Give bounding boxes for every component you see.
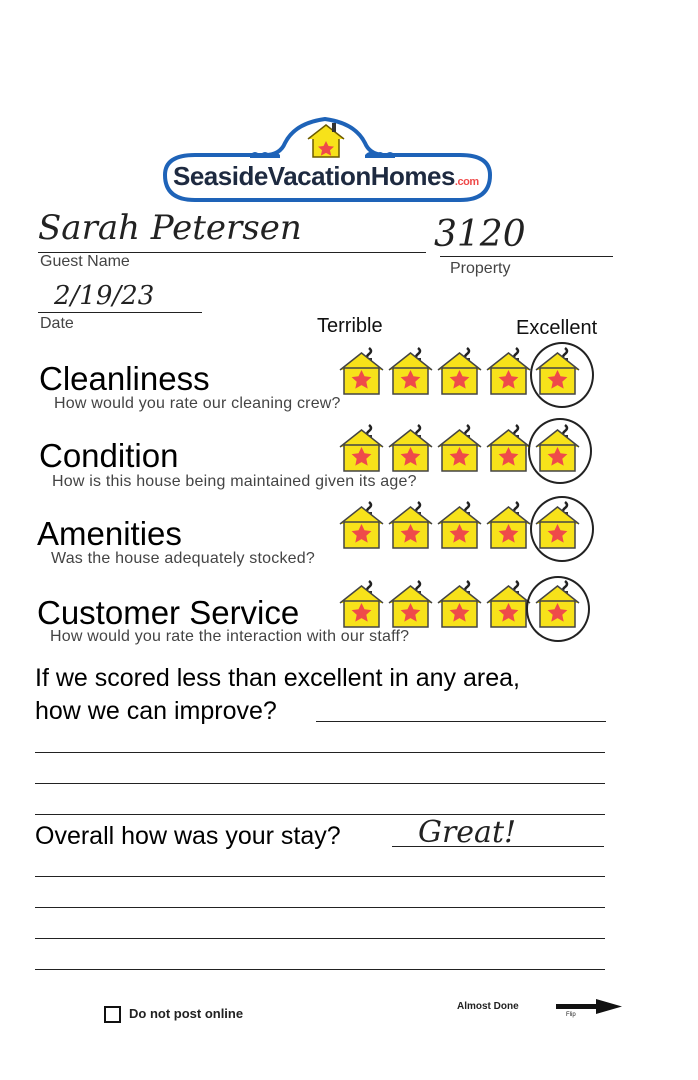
house-star-icon[interactable]	[485, 577, 532, 629]
scale-high-label: Excellent	[516, 317, 598, 339]
logo	[155, 105, 500, 205]
house-star-icon[interactable]	[436, 344, 483, 396]
overall-answer-line-2[interactable]	[35, 876, 605, 877]
overall-answer-line-1[interactable]	[392, 846, 604, 847]
improve-answer-line-3[interactable]	[35, 783, 605, 784]
category-title-amenities: Amenities	[37, 515, 182, 552]
overall-answer: Great!	[418, 815, 517, 850]
house-star-icon[interactable]	[436, 498, 483, 550]
house-star-icon[interactable]	[387, 498, 434, 550]
house-star-icon[interactable]	[387, 421, 434, 473]
improve-answer-line-1[interactable]	[316, 721, 606, 722]
category-title-cleanliness: Cleanliness	[39, 360, 210, 397]
house-star-icon[interactable]	[387, 577, 434, 629]
house-star-icon[interactable]	[436, 421, 483, 473]
improve-answer-line-2[interactable]	[35, 752, 605, 753]
category-question-condition: How is this house being maintained given its age?	[52, 473, 417, 490]
house-star-icon[interactable]	[485, 421, 532, 473]
overall-answer-line-3[interactable]	[35, 907, 605, 908]
house-star-icon[interactable]	[485, 498, 532, 550]
do-not-post-checkbox[interactable]	[104, 1006, 121, 1023]
logo-suffix: .com	[454, 176, 479, 188]
improve-answer-line-4[interactable]	[35, 814, 605, 815]
rating-circle-customer-service	[526, 576, 590, 642]
category-title-customer-service: Customer Service	[37, 594, 300, 631]
flip-label: Flip	[566, 1012, 576, 1018]
house-star-icon[interactable]	[387, 344, 434, 396]
logo-text: SeasideVacationHomes	[173, 161, 455, 191]
scale-low-label: Terrible	[317, 315, 383, 337]
house-star-icon[interactable]	[338, 344, 385, 396]
category-question-cleanliness: How would you rate our cleaning crew?	[54, 395, 341, 412]
rating-circle-amenities	[530, 496, 594, 562]
improve-question-line1: If we scored less than excellent in any area,	[35, 664, 520, 692]
improve-question-line2: how we can improve?	[35, 697, 277, 725]
category-question-customer-service: How would you rate the interaction with our staff?	[50, 628, 410, 645]
category-question-amenities: Was the house adequately stocked?	[51, 550, 315, 567]
property-label: Property	[450, 260, 511, 277]
overall-question: Overall how was your stay?	[35, 822, 341, 850]
property-underline	[440, 256, 613, 257]
do-not-post-label: Do not post online	[129, 1006, 244, 1021]
date-value: 2/19/23	[54, 281, 155, 311]
house-star-icon[interactable]	[338, 577, 385, 629]
rating-circle-cleanliness	[530, 342, 594, 408]
date-label: Date	[40, 315, 74, 332]
date-underline	[38, 312, 202, 313]
overall-answer-line-4[interactable]	[35, 938, 605, 939]
rating-circle-condition	[528, 418, 592, 484]
house-star-icon[interactable]	[436, 577, 483, 629]
property-value: 3120	[434, 214, 526, 255]
guest-name-value: Sarah Petersen	[38, 208, 302, 248]
guest-name-label: Guest Name	[40, 253, 130, 270]
house-star-icon[interactable]	[338, 421, 385, 473]
overall-answer-line-5[interactable]	[35, 969, 605, 970]
house-star-icon[interactable]	[338, 498, 385, 550]
almost-done-label: Almost Done	[457, 1001, 519, 1012]
category-title-condition: Condition	[39, 437, 179, 474]
house-star-icon[interactable]	[485, 344, 532, 396]
